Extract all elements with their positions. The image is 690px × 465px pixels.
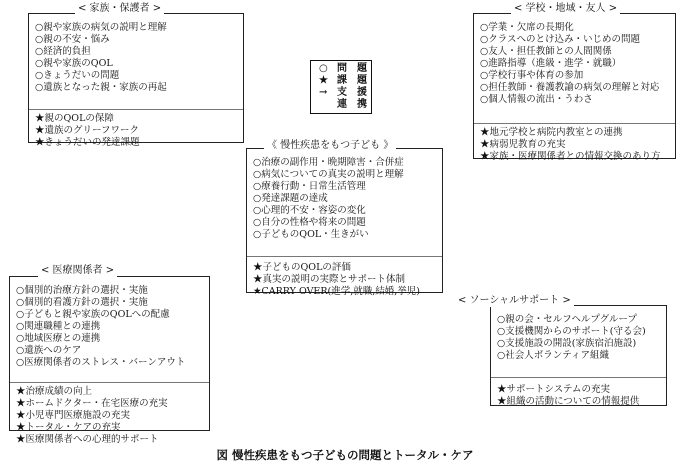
legend-symbol: → <box>319 87 328 98</box>
legend-row <box>319 87 367 99</box>
legend-row <box>319 75 367 87</box>
support-item: ★医療関係者への心理的サポート <box>16 434 159 445</box>
family-box <box>28 13 244 148</box>
medical-problems-section <box>10 277 209 383</box>
legend-box <box>310 60 372 114</box>
problem-item: ○子どもと親や家族のQOLへの配慮 <box>16 309 170 320</box>
problem-item: ○個人情報の流出・うわさ <box>480 94 593 105</box>
family-support-section <box>29 110 243 152</box>
problem-item: ○遺族へのケア <box>16 345 82 356</box>
problem-item: ○心理的不安・容姿の変化 <box>253 205 366 216</box>
legend-row <box>319 99 367 111</box>
school-box <box>473 13 676 162</box>
problem-item: ○個別的看護方針の選択・実施 <box>16 297 148 308</box>
legend-label: 連 携 <box>337 99 367 110</box>
school-title: < 学校・地域・友人 > <box>511 3 620 15</box>
support-item: ★真実の説明の実際とサポート体制 <box>253 274 406 285</box>
support-item: ★サポートシステムの充実 <box>497 384 611 395</box>
support-item: ★組織の活動についての情報提供 <box>497 396 640 407</box>
social-problems-section <box>491 306 666 378</box>
child-title: 《 慢性疾患をもつ子ども 》 <box>264 140 396 152</box>
support-item: ★きょうだいの発達課題 <box>35 137 140 148</box>
problem-item: ○親の会・セルフヘルプグループ <box>497 314 637 325</box>
support-item: ★トータル・ケアの充実 <box>16 422 121 433</box>
problem-item: ○療養行動・日常生活管理 <box>253 181 366 192</box>
problem-item: ○クラスへのとけ込み・いじめの問題 <box>480 34 641 45</box>
support-item: ★家族・医療関係者との情報交換のあり方 <box>480 151 661 162</box>
support-item: ★親のQOLの保障 <box>35 113 114 124</box>
medical-box <box>9 276 210 445</box>
support-item: ★治療成績の向上 <box>16 386 93 397</box>
child-support-section <box>247 257 442 301</box>
problem-item: ○個別的治療方針の選択・実施 <box>16 285 148 296</box>
problem-item: ○発達課題の達成 <box>253 193 328 204</box>
legend-row <box>319 63 367 75</box>
school-problems-section <box>474 14 675 124</box>
social-box <box>490 305 667 406</box>
problem-item: ○遺族となった親・家族の再起 <box>35 82 167 93</box>
problem-item: ○関連職種との連携 <box>16 321 101 332</box>
problem-item: ○支援機関からのサポート(守る会) <box>497 326 646 337</box>
problem-item: ○学業・欠席の長期化 <box>480 22 574 33</box>
family-title: < 家族・保護者 > <box>75 3 164 15</box>
problem-item: ○病気についての真実の説明と理解 <box>253 169 404 180</box>
problem-item: ○進路指導（進級・進学・就職） <box>480 58 622 69</box>
social-title: < ソーシャルサポート > <box>455 295 574 307</box>
problem-item: ○社会人ボランティア組織 <box>497 350 610 361</box>
legend-label: 支 援 <box>337 87 367 98</box>
problem-item: ○親や家族のQOL <box>35 58 113 69</box>
problem-item: ○支援施設の開設(家族宿泊施設) <box>497 338 637 349</box>
medical-support-section <box>10 383 209 449</box>
problem-item: ○子どものQOL・生きがい <box>253 229 369 240</box>
problem-item: ○経済的負担 <box>35 46 91 57</box>
problem-item: ○担任教師・養護教諭の病気の理解と対応 <box>480 82 660 93</box>
support-item: ★子どものQOLの評価 <box>253 262 351 273</box>
problem-item: ○地域医療との連携 <box>16 333 101 344</box>
support-item: ★CARRY OVER(進学,就職,結婚,挙児) <box>253 286 420 297</box>
support-item: ★遺族のグリーフワーク <box>35 125 140 136</box>
problem-item: ○医療関係者のストレス・バーンアウト <box>16 357 186 368</box>
support-item: ★地元学校と病院内教室との連携 <box>480 127 623 138</box>
figure-caption: 図 慢性疾患をもつ子どもの問題とトータル・ケア <box>216 448 474 462</box>
problem-item: ○親や家族の病気の説明と理解 <box>35 22 167 33</box>
child-problems-section <box>247 149 442 257</box>
social-support-section <box>491 378 666 411</box>
problem-item: ○自分の性格や将来の問題 <box>253 217 366 228</box>
problem-item: ○親の不安・悩み <box>35 34 110 45</box>
family-problems-section <box>29 14 243 110</box>
support-item: ★病弱児教育の充実 <box>480 139 566 150</box>
support-item: ★小児専門医療施設の充実 <box>16 410 131 421</box>
legend-symbol: ★ <box>319 75 328 86</box>
legend-symbol: ○ <box>319 63 328 74</box>
child-box <box>246 148 443 297</box>
medical-title: < 医療関係者 > <box>38 265 117 277</box>
problem-item: ○きょうだいの問題 <box>35 70 120 81</box>
problem-item: ○友人・担任教師との人間関係 <box>480 46 612 57</box>
problem-item: ○学校行事や体育の参加 <box>480 70 584 81</box>
problem-item: ○治療の副作用・晩期障害・合併症 <box>253 157 404 168</box>
legend-label: 課 題 <box>337 75 367 86</box>
school-support-section <box>474 124 675 166</box>
support-item: ★ホームドクター・在宅医療の充実 <box>16 398 168 409</box>
legend-label: 問 題 <box>337 63 367 74</box>
